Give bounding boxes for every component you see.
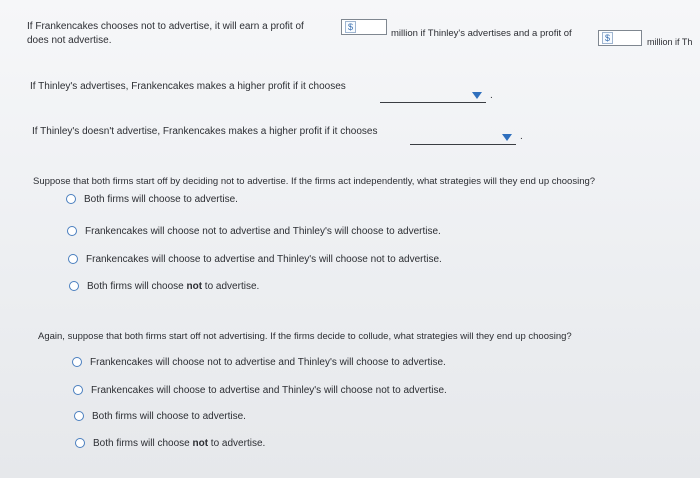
question-page: If Frankencakes chooses not to advertise, it will earn a profit of $ million if Thinley's advertises and a profit of $ million if Th does not advertise. If Thinley's advertises, Frankencakes makes a higher profit if it chooses . If Thinley's doesn't advertise, Frankencakes makes a higher profit if it chooses . Suppose that both firms start off by deciding not to advertise. If the firms act independently, what strategies will they end up choosing? Both firms will choose to advertise. Frankencakes will choose not to advertise and Thinley's will choose to advertise. Frankencakes will choose to advertise and Thinley's will choose not to advertise. Both firms will choose not to advertise. Again, suppose that both firms start off not advertising. If the firms decide to collude, what strategies will they end up choosing? Frankencakes will choose not to advertise and Thinley's will choose to advertise. Frankencakes will choose to advertise and Thinley's will choose not to advertise. Both firms will choose to advertise. Both firms will choose not to advertise. xyxy=(0,0,700,478)
radio-button[interactable] xyxy=(67,226,77,236)
thinley-advertises-label: If Thinley's advertises, Frankencakes makes a higher profit if it chooses xyxy=(30,81,346,92)
q1-text-line2: does not advertise. xyxy=(27,35,112,46)
profit-input-not-advertise[interactable] xyxy=(598,30,642,46)
independent-question-prompt: Suppose that both firms start off by deciding not to advertise. If the firms act independently, what strategies will they end up choosing? xyxy=(33,176,596,187)
period-2: . xyxy=(520,131,523,142)
chevron-down-icon xyxy=(472,92,482,99)
q1-text-part1: If Frankencakes chooses not to advertise, it will earn a profit of xyxy=(27,21,304,32)
period: . xyxy=(490,90,493,101)
collude-question-prompt: Again, suppose that both firms start off not advertising. If the firms decide to collude, what strategies will they end up choosing? xyxy=(38,331,572,342)
thinley-not-advertise-label: If Thinley's doesn't advertise, Frankencakes makes a higher profit if it chooses xyxy=(32,126,378,137)
chevron-down-icon xyxy=(502,134,512,141)
dollar-sign-2: $ xyxy=(602,32,613,44)
radio-button[interactable] xyxy=(74,411,84,421)
profit-input-advertise[interactable] xyxy=(341,19,387,35)
radio-button[interactable] xyxy=(75,438,85,448)
q1-text-part2: million if Thinley's advertises and a profit of xyxy=(391,28,572,39)
radio-button[interactable] xyxy=(68,254,78,264)
dollar-sign: $ xyxy=(345,21,356,33)
radio-button[interactable] xyxy=(69,281,79,291)
choice-dropdown-advertises[interactable] xyxy=(380,89,486,103)
radio-button[interactable] xyxy=(66,194,76,204)
radio-button[interactable] xyxy=(73,385,83,395)
q1-text-part3: million if Th xyxy=(647,37,693,47)
choice-dropdown-not-advertise[interactable] xyxy=(410,131,516,145)
radio-button[interactable] xyxy=(72,357,82,367)
